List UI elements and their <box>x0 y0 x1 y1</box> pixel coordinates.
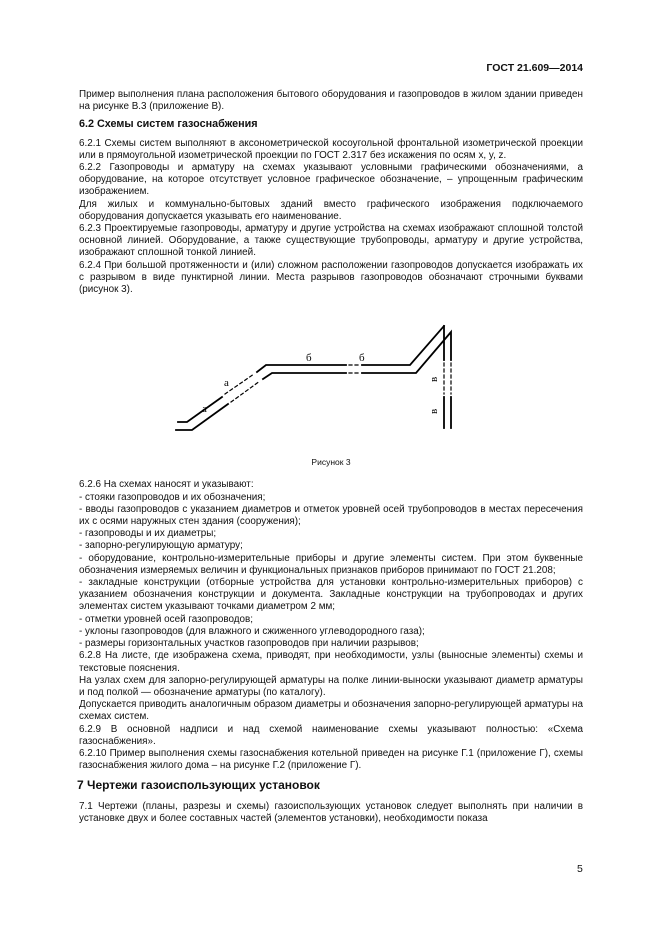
label-a-upper: а <box>224 377 229 390</box>
list-item-3: - газопроводы и их диаметры; <box>79 528 217 540</box>
figure-3 <box>79 302 583 452</box>
pipe-segment-right-outer <box>362 332 451 373</box>
pipe-segment-mid-outer <box>263 373 346 379</box>
list-item-7: - отметки уровней осей газопроводов; <box>79 613 253 625</box>
figure-3-caption: Рисунок 3 <box>311 457 351 468</box>
paragraph-6-2-10: 6.2.10 Пример выполнения схемы газоснабжения котельной приведен на рисунке Г.1 (приложение Г), схемы газоснабжения жилого дома – на рисунке Г.2 (приложение Г). <box>79 747 583 772</box>
break-dash-a-outer <box>231 381 260 402</box>
list-item-6: - закладные конструкции (отборные устройства для установки контрольно-измерительных приборов) с указанием обозначения конструкции и документа. Закладные конструкции на трубопроводах и других элементах систем указывают точками диаметром 2 мм; <box>79 577 583 613</box>
paragraph-6-2-2: 6.2.2 Газопроводы и арматуру на схемах указывают условными графическими обозначениями, а оборудование, на которое отсутствует условное графическое обозначение, – упрощенным графическим изображением. <box>79 162 583 198</box>
paragraph-6-2-6: 6.2.6 На схемах наносят и указывают: <box>79 479 254 491</box>
paragraph-6-2-3: 6.2.3 Проектируемые газопроводы, арматуру и другие устройства на схемах изображают сплошной толстой основной линией. Оборудование, а также существующие трубопроводы, арматуру и другие устройства, изображают сплошной тонкой линией. <box>79 223 583 259</box>
paragraph-nodes: На узлах схем для запорно-регулирующей арматуры на полке линии-выноски указывают диаметр арматуры и под полкой — обозначение арматуры (по каталогу). <box>79 674 583 698</box>
label-b-right: б <box>359 352 365 365</box>
document-code: ГОСТ 21.609—2014 <box>486 62 583 74</box>
break-dash-a-inner <box>225 374 254 394</box>
page-body <box>79 89 583 825</box>
intro-paragraph: Пример выполнения плана расположения бытового оборудования и газопроводов в жилом здании приведен на рисунке В.3 (приложение В). <box>79 89 583 113</box>
pipe-segment-right-inner <box>362 326 444 365</box>
pipe-segment-left-inner <box>178 397 222 422</box>
paragraph-6-2-9: 6.2.9 В основной надписи и над схемой наименование схемы указывают полностью: «Схема газоснабжения». <box>79 723 583 747</box>
list-item-1: - стояки газопроводов и их обозначения; <box>79 491 266 503</box>
pipe-break-diagram <box>79 302 583 452</box>
paragraph-allowed: Допускается приводить аналогичным образом диаметры и обозначения запорно-регулирующей арматуры на схемах систем. <box>79 699 583 723</box>
paragraph-7-1: 7.1 Чертежи (планы, разрезы и схемы) газоиспользующих установок следует выполнять при наличии в установке двух и более составных частей (элементов установки), необходимости показа <box>79 800 583 824</box>
paragraph-6-2-8: 6.2.8 На листе, где изображена схема, приводят, при необходимости, узлы (выносные элементы) схемы и текстовые пояснения. <box>79 650 583 674</box>
label-a-lower: а <box>202 403 207 416</box>
section-6-2-title: 6.2 Схемы систем газоснабжения <box>79 118 258 131</box>
paragraph-6-2-1: 6.2.1 Схемы систем выполняют в аксонометрической косоугольной фронтальной изометрической проекции или в прямоугольной изометрической проекции по ГОСТ 2.317 без искажения по осям x, y, z. <box>79 137 583 161</box>
label-b-left: б <box>306 352 312 365</box>
page-number: 5 <box>577 863 583 875</box>
list-item-4: - запорно-регулирующую арматуру; <box>79 540 243 552</box>
list-item-9: - размеры горизонтальных участков газопроводов при наличии разрывов; <box>79 638 419 650</box>
label-v-upper: в <box>428 377 440 383</box>
section-7-title: 7 Чертежи газоиспользующих установок <box>77 778 320 793</box>
paragraph-6-2-4: 6.2.4 При большой протяженности и (или) сложном расположении газопроводов допускается изображать их с разрывом в виде пунктирной линии. Места разрывов газопроводов обозначают строчными буквами (рисунок 3). <box>79 259 583 296</box>
label-v-lower: в <box>428 409 440 415</box>
pipe-segment-mid-inner <box>257 365 346 372</box>
paragraph-housing: Для жилых и коммунально-бытовых зданий вместо графического изображения подключаемого оборудования допускается указывать его наименование. <box>79 198 583 222</box>
list-item-2: - вводы газопроводов с указанием диаметров и отметок уровней осей трубопроводов в местах пересечения их с осями наружных стен здания (сооружения); <box>79 503 583 528</box>
list-item-5: - оборудование, контрольно-измерительные приборы и другие элементы систем. При этом буквенные обозначения измеряемых величин и функциональных признаков приборов принимают по ГОСТ 21.208; <box>79 552 583 576</box>
list-item-8: - уклоны газопроводов (для влажного и сжиженного углеводородного газа); <box>79 625 425 637</box>
